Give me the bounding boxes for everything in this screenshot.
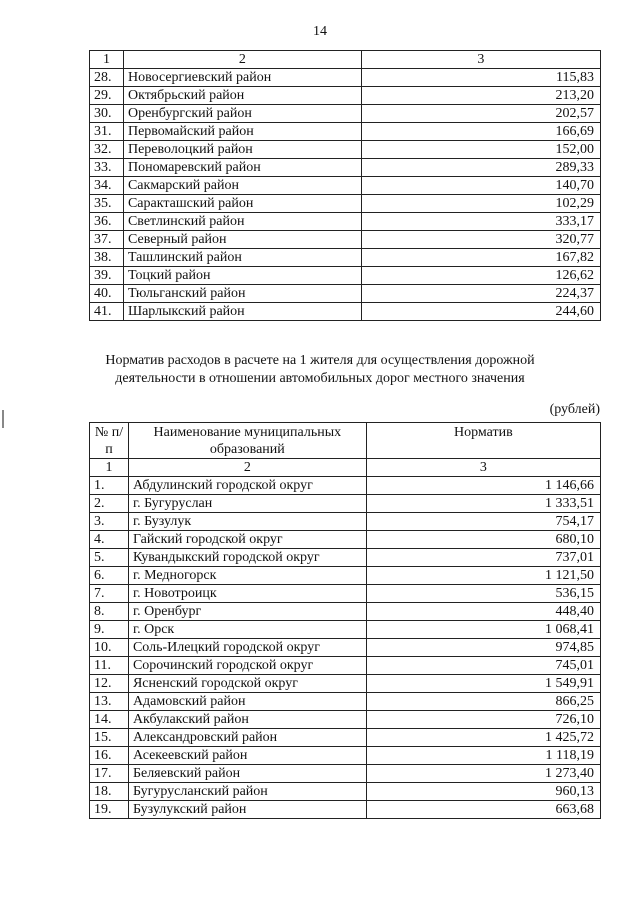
row-value: 754,17: [366, 513, 600, 531]
row-value: 737,01: [366, 549, 600, 567]
row-value: 126,62: [361, 267, 600, 285]
row-number: 4.: [90, 531, 129, 549]
row-number: 29.: [90, 87, 124, 105]
table-row: [90, 177, 601, 195]
row-name: Первомайский район: [123, 123, 361, 141]
row-name: Саракташский район: [123, 195, 361, 213]
row-value: 1 549,91: [366, 675, 600, 693]
row-name: Тюльганский район: [123, 285, 361, 303]
row-value: 244,60: [361, 303, 600, 321]
row-value: 167,82: [361, 249, 600, 267]
row-number: 14.: [90, 711, 129, 729]
column-number-1: 1: [90, 51, 124, 69]
table-row: [90, 141, 601, 159]
table-row: [90, 729, 601, 747]
row-number: 34.: [90, 177, 124, 195]
row-name: Оренбургский район: [123, 105, 361, 123]
row-value: 152,00: [361, 141, 600, 159]
row-value: 974,85: [366, 639, 600, 657]
row-name: Бузулукский район: [128, 801, 366, 819]
row-number: 38.: [90, 249, 124, 267]
row-name: г. Медногорск: [128, 567, 366, 585]
table-row: [90, 549, 601, 567]
district-table-continued: [89, 50, 601, 321]
row-value: 1 333,51: [366, 495, 600, 513]
row-value: 1 118,19: [366, 747, 600, 765]
row-name: г. Оренбург: [128, 603, 366, 621]
table-row: [90, 213, 601, 231]
row-number: 12.: [90, 675, 129, 693]
row-name: Асекеевский район: [128, 747, 366, 765]
row-name: Переволоцкий район: [123, 141, 361, 159]
column-number-3: 3: [361, 51, 600, 69]
table-row: [90, 639, 601, 657]
table-row: [90, 531, 601, 549]
row-number: 40.: [90, 285, 124, 303]
row-number: 18.: [90, 783, 129, 801]
row-name: Шарлыкский район: [123, 303, 361, 321]
row-name: Беляевский район: [128, 765, 366, 783]
row-name: Тоцкий район: [123, 267, 361, 285]
table-row: [90, 657, 601, 675]
header-name: Наименование муниципальных образований: [128, 423, 366, 459]
row-value: 224,37: [361, 285, 600, 303]
section-title: [80, 352, 560, 388]
row-name: Светлинский район: [123, 213, 361, 231]
row-number: 19.: [90, 801, 129, 819]
row-value: 1 068,41: [366, 621, 600, 639]
row-number: 3.: [90, 513, 129, 531]
row-name: Октябрьский район: [123, 87, 361, 105]
row-number: 10.: [90, 639, 129, 657]
column-number-1: 1: [90, 459, 129, 477]
row-number: 9.: [90, 621, 129, 639]
table-row: [90, 231, 601, 249]
row-number: 1.: [90, 477, 129, 495]
row-value: 680,10: [366, 531, 600, 549]
row-number: 37.: [90, 231, 124, 249]
row-name: г. Бугуруслан: [128, 495, 366, 513]
row-number: 41.: [90, 303, 124, 321]
header-number: № п/п: [90, 423, 129, 459]
row-name: Пономаревский район: [123, 159, 361, 177]
row-value: 866,25: [366, 693, 600, 711]
table-row: [90, 747, 601, 765]
table-row: [90, 159, 601, 177]
table-row: [90, 285, 601, 303]
column-number-row: [90, 459, 601, 477]
table-row: [90, 87, 601, 105]
table-row: [90, 783, 601, 801]
row-name: Ташлинский район: [123, 249, 361, 267]
row-value: 1 273,40: [366, 765, 600, 783]
row-name: г. Бузулук: [128, 513, 366, 531]
road-norm-table: [89, 422, 601, 819]
table-row: [90, 675, 601, 693]
column-number-2: 2: [123, 51, 361, 69]
row-name: Акбулакский район: [128, 711, 366, 729]
table-row: [90, 249, 601, 267]
table-row: [90, 801, 601, 819]
row-value: 115,83: [361, 69, 600, 87]
row-number: 39.: [90, 267, 124, 285]
row-number: 2.: [90, 495, 129, 513]
row-name: Сорочинский городской округ: [128, 657, 366, 675]
column-number-2: 2: [128, 459, 366, 477]
row-number: 17.: [90, 765, 129, 783]
table-row: [90, 123, 601, 141]
row-number: 28.: [90, 69, 124, 87]
row-value: 320,77: [361, 231, 600, 249]
table-header-row: [90, 423, 601, 459]
table-row: [90, 711, 601, 729]
column-number-row: [90, 51, 601, 69]
row-number: 30.: [90, 105, 124, 123]
row-number: 7.: [90, 585, 129, 603]
row-value: 960,13: [366, 783, 600, 801]
page-number: 14: [313, 24, 327, 39]
row-name: Соль-Илецкий городской округ: [128, 639, 366, 657]
row-value: 213,20: [361, 87, 600, 105]
row-name: Кувандыкский городской округ: [128, 549, 366, 567]
row-name: Адамовский район: [128, 693, 366, 711]
row-value: 1 146,66: [366, 477, 600, 495]
row-name: Александровский район: [128, 729, 366, 747]
table-row: [90, 477, 601, 495]
row-name: Сакмарский район: [123, 177, 361, 195]
row-number: 6.: [90, 567, 129, 585]
row-value: 102,29: [361, 195, 600, 213]
row-number: 13.: [90, 693, 129, 711]
table-row: [90, 69, 601, 87]
margin-mark: [2, 410, 4, 428]
row-value: 1 425,72: [366, 729, 600, 747]
row-name: Бугурусланский район: [128, 783, 366, 801]
row-value: 202,57: [361, 105, 600, 123]
row-name: Абдулинский городской округ: [128, 477, 366, 495]
section-title-line-2: деятельности в отношении автомобильных дорог местного значения: [115, 371, 525, 386]
row-name: г. Новотроицк: [128, 585, 366, 603]
table-row: [90, 567, 601, 585]
table-row: [90, 195, 601, 213]
table-row: [90, 303, 601, 321]
row-value: 536,15: [366, 585, 600, 603]
row-value: 166,69: [361, 123, 600, 141]
row-number: 36.: [90, 213, 124, 231]
row-value: 289,33: [361, 159, 600, 177]
row-number: 31.: [90, 123, 124, 141]
column-number-3: 3: [366, 459, 600, 477]
row-name: Ясненский городской округ: [128, 675, 366, 693]
row-number: 8.: [90, 603, 129, 621]
row-number: 5.: [90, 549, 129, 567]
row-value: 1 121,50: [366, 567, 600, 585]
table-row: [90, 513, 601, 531]
table-row: [90, 267, 601, 285]
row-name: Северный район: [123, 231, 361, 249]
row-number: 15.: [90, 729, 129, 747]
row-number: 33.: [90, 159, 124, 177]
row-value: 745,01: [366, 657, 600, 675]
table-row: [90, 621, 601, 639]
table-row: [90, 105, 601, 123]
row-number: 11.: [90, 657, 129, 675]
table-row: [90, 585, 601, 603]
row-value: 448,40: [366, 603, 600, 621]
row-name: Новосергиевский район: [123, 69, 361, 87]
row-number: 35.: [90, 195, 124, 213]
table-row: [90, 495, 601, 513]
table-row: [90, 603, 601, 621]
row-value: 333,17: [361, 213, 600, 231]
row-value: 663,68: [366, 801, 600, 819]
row-name: г. Орск: [128, 621, 366, 639]
table-row: [90, 693, 601, 711]
row-value: 140,70: [361, 177, 600, 195]
row-name: Гайский городской округ: [128, 531, 366, 549]
row-value: 726,10: [366, 711, 600, 729]
table-row: [90, 765, 601, 783]
unit-label: (рублей): [549, 402, 600, 417]
row-number: 32.: [90, 141, 124, 159]
section-title-line-1: Норматив расходов в расчете на 1 жителя для осуществления дорожной: [105, 353, 535, 368]
header-norm: Норматив: [366, 423, 600, 459]
row-number: 16.: [90, 747, 129, 765]
